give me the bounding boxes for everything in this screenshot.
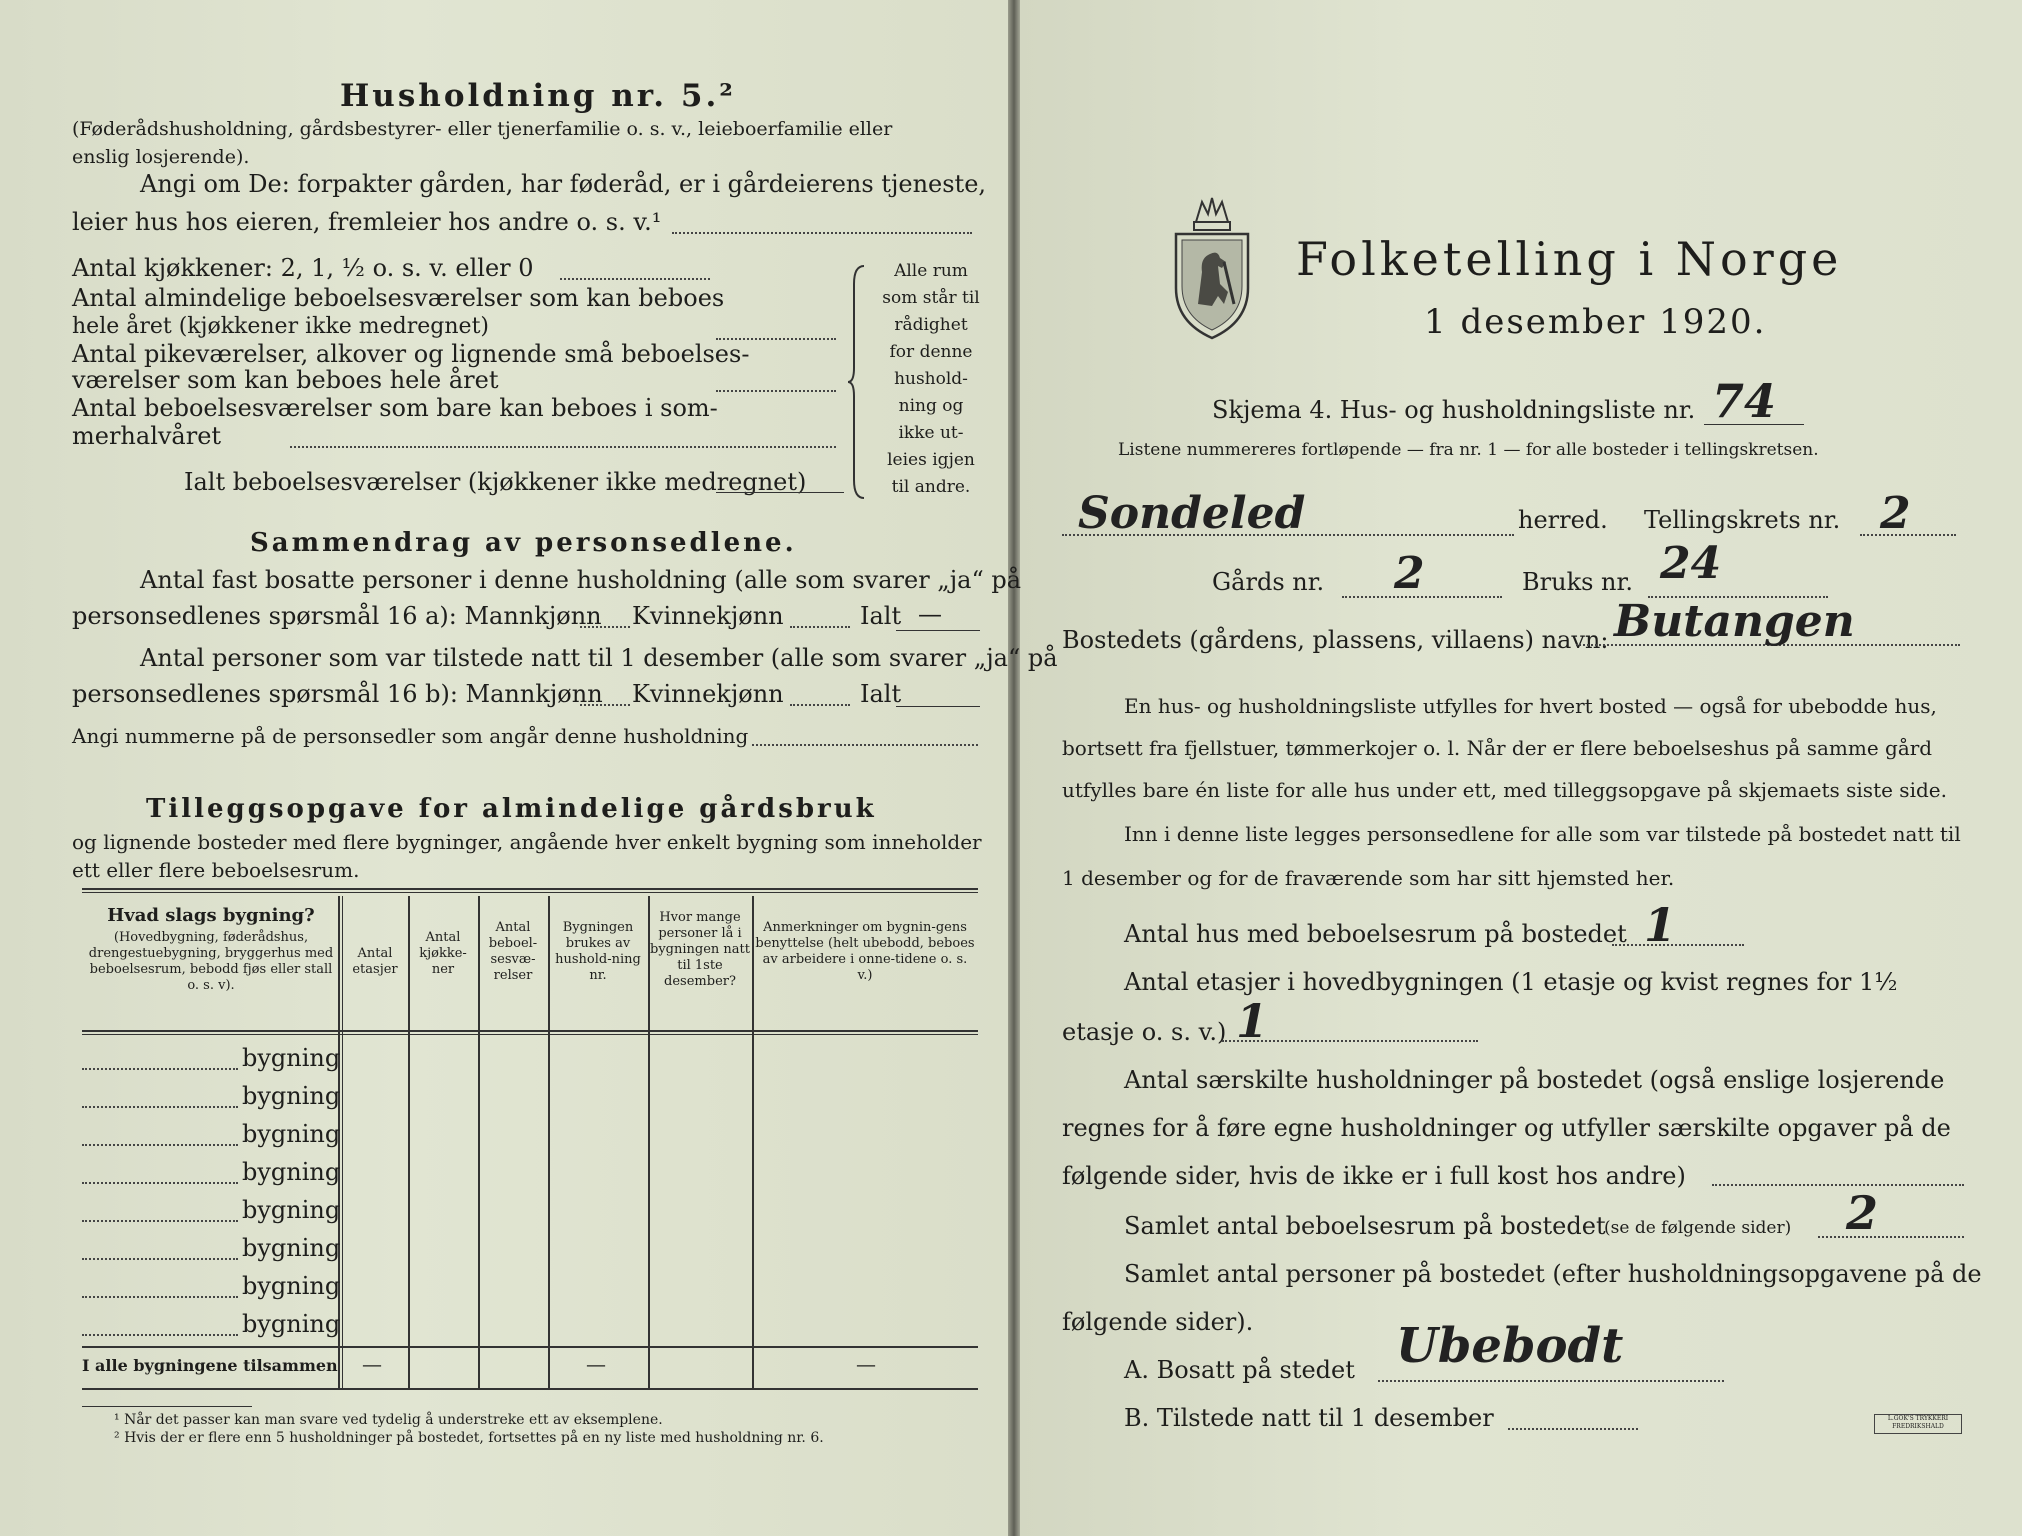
p2-ialt-line bbox=[896, 706, 980, 707]
table-top-2 bbox=[82, 892, 978, 893]
numre-dotline bbox=[752, 744, 978, 746]
summary-angi-numre: Angi nummerne på de personsedler som angår denne husholdning bbox=[72, 724, 749, 748]
table-header-bottom bbox=[82, 1030, 978, 1032]
rooms-summer-2: merhalvåret bbox=[72, 422, 222, 450]
saer-line-2: regnes for å føre egne husholdninger og utfyller særskilte opgaver på de bbox=[1062, 1114, 1951, 1142]
table-total-top bbox=[82, 1346, 978, 1348]
col4-header: Antal beboel-sesvæ-relser bbox=[488, 920, 538, 983]
p1-male-dotline bbox=[580, 626, 630, 628]
rooms-ordinary-1: Antal almindelige beboelsesværelser som kan beboes bbox=[72, 284, 725, 312]
norway-coat-of-arms bbox=[1168, 192, 1256, 342]
rooms-kitchens: Antal kjøkkener: 2, 1, ½ o. s. v. eller 0 bbox=[72, 254, 534, 282]
herred-label: herred. bbox=[1518, 506, 1608, 534]
p2-male-dotline bbox=[580, 704, 630, 706]
household-title: Husholdning nr. 5.² bbox=[340, 78, 736, 114]
row-bygning-2: bygning bbox=[242, 1082, 341, 1110]
footnote-rule bbox=[82, 1406, 252, 1407]
table-bottom bbox=[82, 1388, 978, 1390]
angi-line-1: Angi om De: forpakter gården, har føderåd, er i gårdeierens tjeneste, bbox=[140, 170, 987, 198]
rooms-maid-1: Antal pikeværelser, alkover og lignende små beboelses- bbox=[72, 340, 750, 368]
tilstede-dotline bbox=[1508, 1428, 1638, 1430]
skjema-label: Skjema 4. Hus- og husholdningsliste nr. bbox=[1212, 396, 1696, 424]
etasjer-line-2: etasje o. s. v.) bbox=[1062, 1018, 1227, 1046]
summary-p2-b: personsedlenes spørsmål 16 b): Mannkjønn bbox=[72, 680, 603, 708]
row-dot-3 bbox=[82, 1144, 238, 1146]
instr-1: En hus- og husholdningsliste utfylles for hvert bosted — også for ubebodde hus, bbox=[1124, 694, 1937, 718]
etasjer-line-1: Antal etasjer i hovedbygningen (1 etasje og kvist regnes for 1½ bbox=[1124, 968, 1898, 996]
row-bygning-7: bygning bbox=[242, 1272, 341, 1300]
p1-female-dotline bbox=[790, 626, 850, 628]
summary-p2-ialt: Ialt bbox=[860, 680, 902, 708]
row-bygning-1: bygning bbox=[242, 1044, 341, 1072]
summer-dotline bbox=[290, 446, 836, 448]
antal-hus-label: Antal hus med beboelsesrum på bostedet bbox=[1124, 920, 1627, 948]
rooms-brace bbox=[846, 264, 870, 500]
p1-ialt-dash: — bbox=[918, 600, 942, 628]
row-dot-5 bbox=[82, 1220, 238, 1222]
rooms-summer-1: Antal beboelsesværelser som bare kan beboes i som- bbox=[72, 394, 718, 422]
form-date: 1 desember 1920. bbox=[1424, 302, 1767, 342]
col1-title: Hvad slags bygning? bbox=[107, 905, 315, 926]
gards-nr: 2 bbox=[1394, 548, 1425, 599]
farm-desc-1: og lignende bosteder med flere bygninger, angående hver enkelt bygning som inneholder bbox=[72, 830, 982, 854]
row-bygning-6: bygning bbox=[242, 1234, 341, 1262]
total-dash-3: — bbox=[856, 1352, 876, 1376]
gards-label: Gårds nr. bbox=[1212, 568, 1325, 596]
row-bygning-5: bygning bbox=[242, 1196, 341, 1224]
total-line bbox=[716, 492, 844, 493]
tilstede-label: B. Tilstede natt til 1 desember bbox=[1124, 1404, 1494, 1432]
col2-header: Antal etasjer bbox=[352, 946, 398, 977]
maid-dotline bbox=[716, 390, 836, 392]
summary-p1-a: Antal fast bosatte personer i denne husholdning (alle som svarer „ja“ på bbox=[140, 566, 1022, 594]
row-dot-2 bbox=[82, 1106, 238, 1108]
bosatt-value: Ubebodt bbox=[1396, 1318, 1624, 1374]
instr-2: bortsett fra fjellstuer, tømmerkojer o. l. Når der er flere beboelseshus på samme gård bbox=[1062, 736, 1933, 760]
kitchens-dotline bbox=[560, 278, 710, 280]
row-dot-8 bbox=[82, 1334, 238, 1336]
col7-header: Anmerkninger om bygnin-gens benyttelse (helt ubebodd, beboes av arbeidere i onne-tidene o. s. v.) bbox=[755, 920, 975, 983]
antal-hus-value: 1 bbox=[1644, 898, 1677, 952]
rooms-maid-2: værelser som kan beboes hele året bbox=[72, 366, 499, 394]
instr-4: Inn i denne liste legges personsedlene for alle som var tilstede på bostedet natt til bbox=[1124, 822, 1961, 846]
instr-3: utfylles bare én liste for alle hus under ett, med tilleggsopgave på skjemaets siste side. bbox=[1062, 778, 1947, 802]
rooms-ordinary-2: hele året (kjøkkener ikke medregnet) bbox=[72, 314, 489, 339]
instr-5: 1 desember og for de fraværende som har sitt hjemsted her. bbox=[1062, 866, 1675, 890]
antal-hus-dotline bbox=[1612, 944, 1744, 946]
saer-line-3: følgende sider, hvis de ikke er i full kost hos andre) bbox=[1062, 1162, 1686, 1190]
etasjer-value: 1 bbox=[1236, 994, 1269, 1048]
skjema-nr: 74 bbox=[1712, 374, 1777, 428]
row-bygning-8: bygning bbox=[242, 1310, 341, 1338]
row-dot-7 bbox=[82, 1296, 238, 1298]
total-row-label: I alle bygningene tilsammen bbox=[82, 1356, 338, 1375]
bosatt-label: A. Bosatt på stedet bbox=[1124, 1356, 1355, 1384]
row-dot-1 bbox=[82, 1068, 238, 1070]
bosted-label: Bostedets (gårdens, plassens, villaens) navn: bbox=[1062, 626, 1609, 654]
household-note-2: enslig losjerende). bbox=[72, 146, 250, 168]
row-bygning-4: bygning bbox=[242, 1158, 341, 1186]
summary-p2-kvinne: Kvinnekjønn bbox=[632, 680, 784, 708]
form-title: Folketelling i Norge bbox=[1296, 232, 1843, 286]
angi-line-2: leier hus hos eieren, fremleier hos andre o. s. v.¹ bbox=[72, 208, 662, 236]
samlet-pers-line-1: Samlet antal personer på bostedet (efter husholdningsopgavene på de bbox=[1124, 1260, 1982, 1288]
col6-header: Hvor mange personer lå i bygningen natt til 1ste desember? bbox=[650, 910, 750, 989]
farm-desc-2: ett eller flere beboelsesrum. bbox=[72, 858, 360, 882]
col1-sub: (Hovedbygning, føderådshus, drengestuebygning, bryggerhus med beboelsesrum, bebodd fjøs eller stall o. s. v). bbox=[88, 930, 334, 993]
farm-title: Tilleggsopgave for almindelige gårdsbruk bbox=[146, 794, 877, 824]
footnote-2: ² Hvis der er flere enn 5 husholdninger på bostedet, fortsettes på en ny liste med husholdning nr. 6. bbox=[114, 1430, 824, 1446]
summary-p1-ialt: Ialt bbox=[860, 602, 902, 630]
samlet-rum-value: 2 bbox=[1846, 1186, 1879, 1240]
col3-header: Antal kjøkke-ner bbox=[419, 930, 467, 977]
total-dash-1: — bbox=[362, 1352, 382, 1376]
rooms-side-note: Alle rum som står til rådighet for denne hushold- ning og ikke ut- leies igjen til andre. bbox=[882, 261, 980, 497]
summary-p1-kvinne: Kvinnekjønn bbox=[632, 602, 784, 630]
summary-title: Sammendrag av personsedlene. bbox=[250, 528, 797, 558]
bruks-nr: 24 bbox=[1660, 538, 1722, 589]
row-bygning-3: bygning bbox=[242, 1120, 341, 1148]
row-dot-6 bbox=[82, 1258, 238, 1260]
p2-female-dotline bbox=[790, 704, 850, 706]
table-top bbox=[82, 888, 978, 890]
samlet-rum-dotline bbox=[1818, 1236, 1964, 1238]
samlet-rum-label: Samlet antal beboelsesrum på bostedet bbox=[1124, 1212, 1606, 1240]
rooms-total: Ialt beboelsesværelser (kjøkkener ikke medregnet) bbox=[184, 468, 807, 496]
summary-p2-a: Antal personer som var tilstede natt til 1 desember (alle som svarer „ja“ på bbox=[140, 644, 1058, 672]
samlet-rum-note: (se de følgende sider) bbox=[1604, 1218, 1792, 1238]
col-sep-1b bbox=[342, 896, 343, 1388]
angi-dotline bbox=[672, 232, 972, 234]
total-dash-2: — bbox=[586, 1352, 606, 1376]
summary-p1-b: personsedlenes spørsmål 16 a): Mannkjønn bbox=[72, 602, 602, 630]
footnote-1: ¹ Når det passer kan man svare ved tydelig å understreke ett av eksemplene. bbox=[114, 1412, 663, 1428]
saer-line-1: Antal særskilte husholdninger på bostedet (også enslige losjerende bbox=[1124, 1066, 1945, 1094]
col5-header: Bygningen brukes av hushold-ning nr. bbox=[555, 920, 641, 983]
table-header-bottom-2 bbox=[82, 1034, 978, 1035]
bruks-label: Bruks nr. bbox=[1522, 568, 1633, 596]
page-fold bbox=[1008, 0, 1020, 1536]
p1-ialt-line bbox=[896, 630, 980, 631]
herred-name: Sondeled bbox=[1078, 488, 1306, 539]
tellingskrets-label: Tellingskrets nr. bbox=[1644, 506, 1841, 534]
printer-stamp: L.GOK'S TRYKKERI FREDRIKSHALD bbox=[1874, 1414, 1962, 1434]
household-note-1: (Føderådshusholdning, gårdsbestyrer- eller tjenerfamilie o. s. v., leieboerfamilie eller bbox=[72, 118, 893, 140]
samlet-pers-line-2: følgende sider). bbox=[1062, 1308, 1254, 1336]
listene-note: Listene nummereres fortløpende — fra nr. 1 — for alle bosteder i tellingskretsen. bbox=[1118, 440, 1819, 460]
row-dot-4 bbox=[82, 1182, 238, 1184]
bosatt-dotline bbox=[1378, 1380, 1724, 1382]
saer-dotline bbox=[1712, 1184, 1964, 1186]
tellingskrets-nr: 2 bbox=[1880, 488, 1911, 539]
bosted-name: Butangen bbox=[1614, 596, 1855, 647]
